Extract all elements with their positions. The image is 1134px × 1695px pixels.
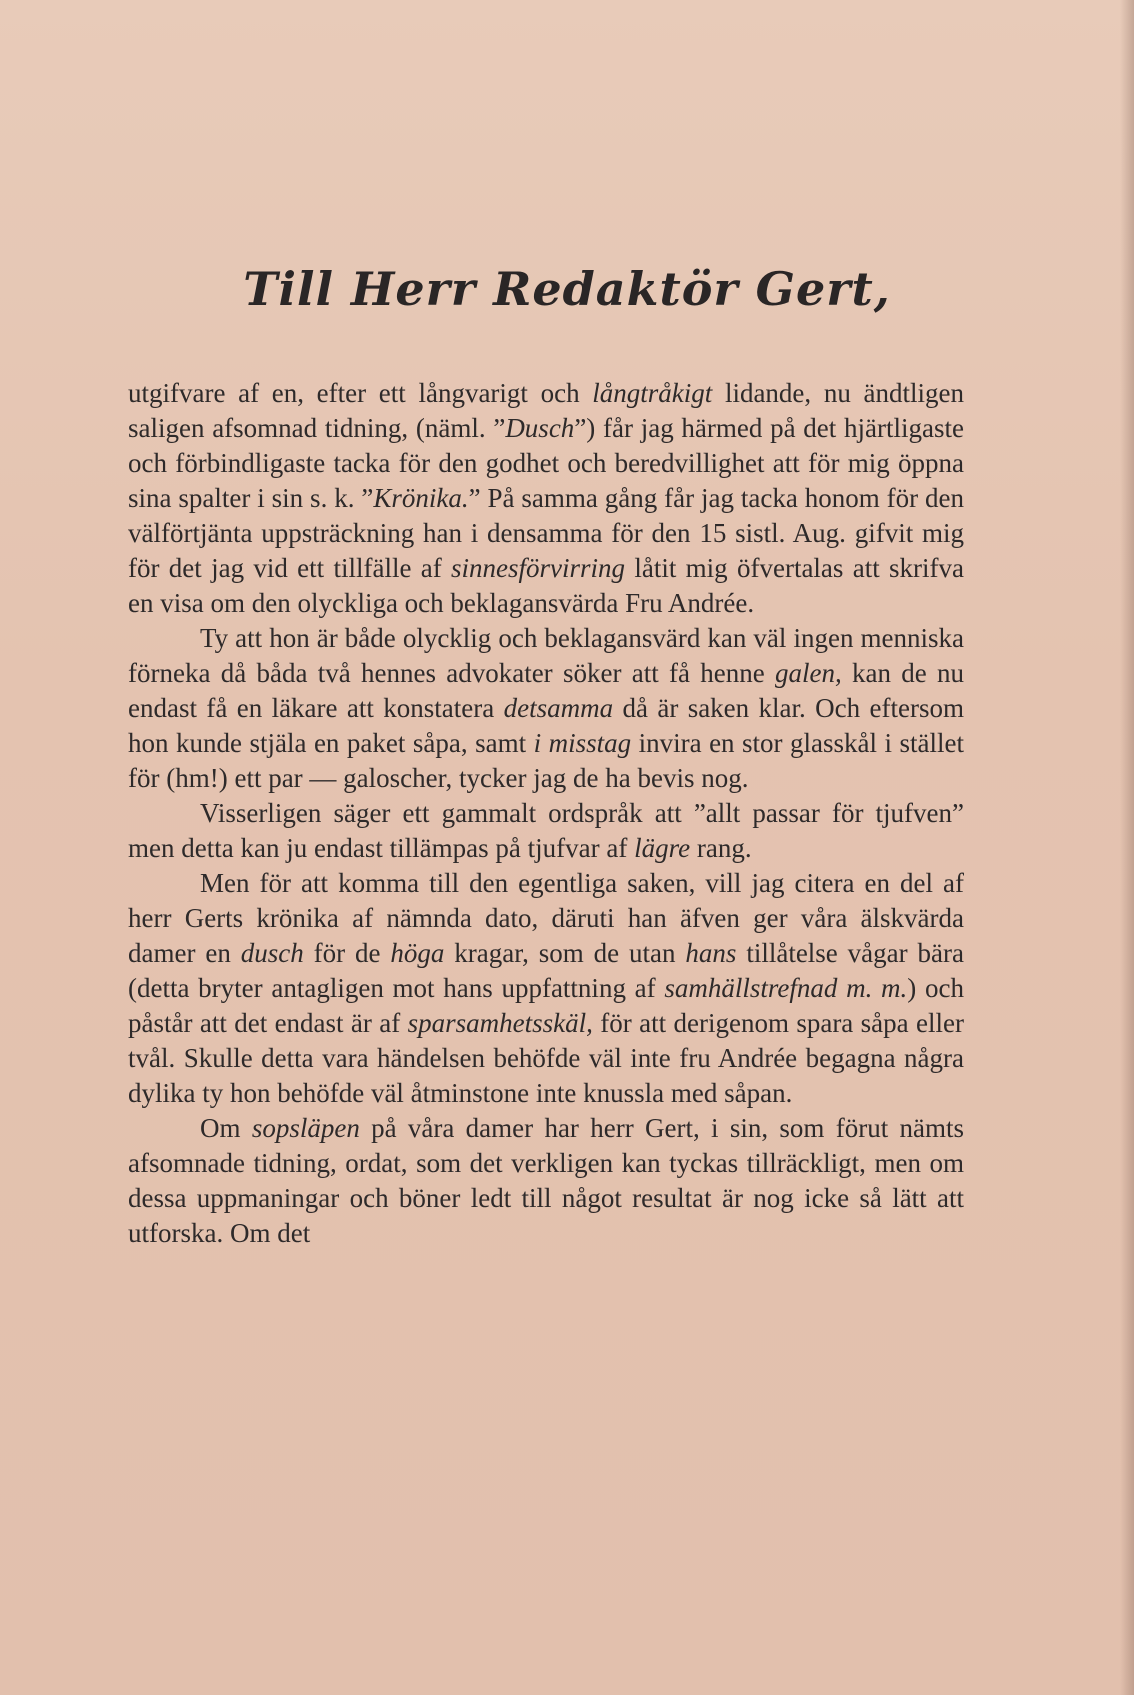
italic-text: sparsamhetsskäl, <box>407 1008 593 1038</box>
paragraph <box>128 796 964 866</box>
text-run: ” På samma gång får jag tacka honom för den välförtjänta uppsträckning han i densamma för den 15 sistl. Aug. gifvit mig för det jag vid ett tillfälle af <box>128 483 964 583</box>
italic-text: hans <box>685 938 737 968</box>
letter-heading: Till Herr Redaktör Gert, <box>243 262 891 316</box>
italic-text: långtråkigt <box>592 378 713 408</box>
text-run: på våra damer har herr Gert, i sin, som förut nämts afsomnade tidning, ordat, som det verkligen kan tyckas tillräckligt, men om dessa uppmaningar och böner ledt till något resultat är nog icke så lätt att utforska. Om det <box>128 1113 964 1248</box>
text-run: ) och påstår att det endast är af <box>128 973 964 1038</box>
text-run: kan de nu endast få en läkare att konstatera <box>128 658 965 723</box>
text-run: utgifvare af en, efter ett långvarigt och <box>128 378 593 408</box>
text-run: tillåtelse vågar bära (detta bryter antagligen mot hans uppfattning af <box>128 938 964 1003</box>
text-run: rang. <box>690 833 752 863</box>
text-run: för de <box>303 938 391 968</box>
text-run: Men för att komma till den egentliga saken, vill jag citera en del af herr Gerts krönika af nämnda dato, däruti han äfven ger våra älskvärda damer en <box>128 868 964 968</box>
paragraph <box>128 376 964 621</box>
italic-text: Krönika. <box>373 483 469 513</box>
text-run: kragar, som de utan <box>444 938 686 968</box>
paragraph <box>128 1111 964 1251</box>
page-edge-shadow <box>1120 0 1134 1695</box>
text-run: då är saken klar. Och eftersom hon kunde stjäla en paket såpa, samt <box>128 693 964 758</box>
italic-text: galen, <box>774 658 842 688</box>
italic-text: i misstag <box>533 728 632 758</box>
paragraph <box>128 866 964 1111</box>
italic-text: detsamma <box>503 693 614 723</box>
italic-text: sopsläpen <box>251 1113 360 1143</box>
italic-text: sinnesförvirring <box>451 553 626 583</box>
text-run: Ty att hon är både olycklig och beklagansvärd kan väl ingen menniska förneka då båda två hennes advokater söker att få henne <box>128 623 964 688</box>
italic-text: Dusch <box>505 413 575 443</box>
italic-text: samhällstrefnad m. m. <box>664 973 908 1003</box>
text-run: ”) får jag härmed på det hjärtligaste och förbindligaste tacka för den godhet och beredvillighet att för mig öppna sina spalter i sin s. k. ” <box>128 413 964 513</box>
italic-text: dusch <box>240 938 304 968</box>
text-run: invira en stor glasskål i stället för (hm!) ett par — galoscher, tycker jag de ha bevis nog. <box>128 728 964 793</box>
italic-text: lägre <box>634 833 691 863</box>
text-run: lidande, nu ändtligen saligen afsomnad tidning, (näml. ” <box>128 378 964 443</box>
paragraph <box>128 621 964 796</box>
italic-text: höga <box>390 938 445 968</box>
text-run: för att derigenom spara såpa eller tvål. Skulle detta vara händelsen behöfde väl inte fru Andrée begagna några dylika ty hon behöfde väl åtminstone inte knussla med såpan. <box>128 1008 964 1108</box>
text-run: låtit mig öfvertalas att skrifva en visa om den olyckliga och beklagansvärda Fru Andrée. <box>128 553 964 618</box>
text-run: Visserligen säger ett gammalt ordspråk att ”allt passar för tjufven” men detta kan ju endast tillämpas på tjufvar af <box>128 798 964 863</box>
text-run: Om <box>200 1113 252 1143</box>
letter-body <box>128 376 964 1251</box>
